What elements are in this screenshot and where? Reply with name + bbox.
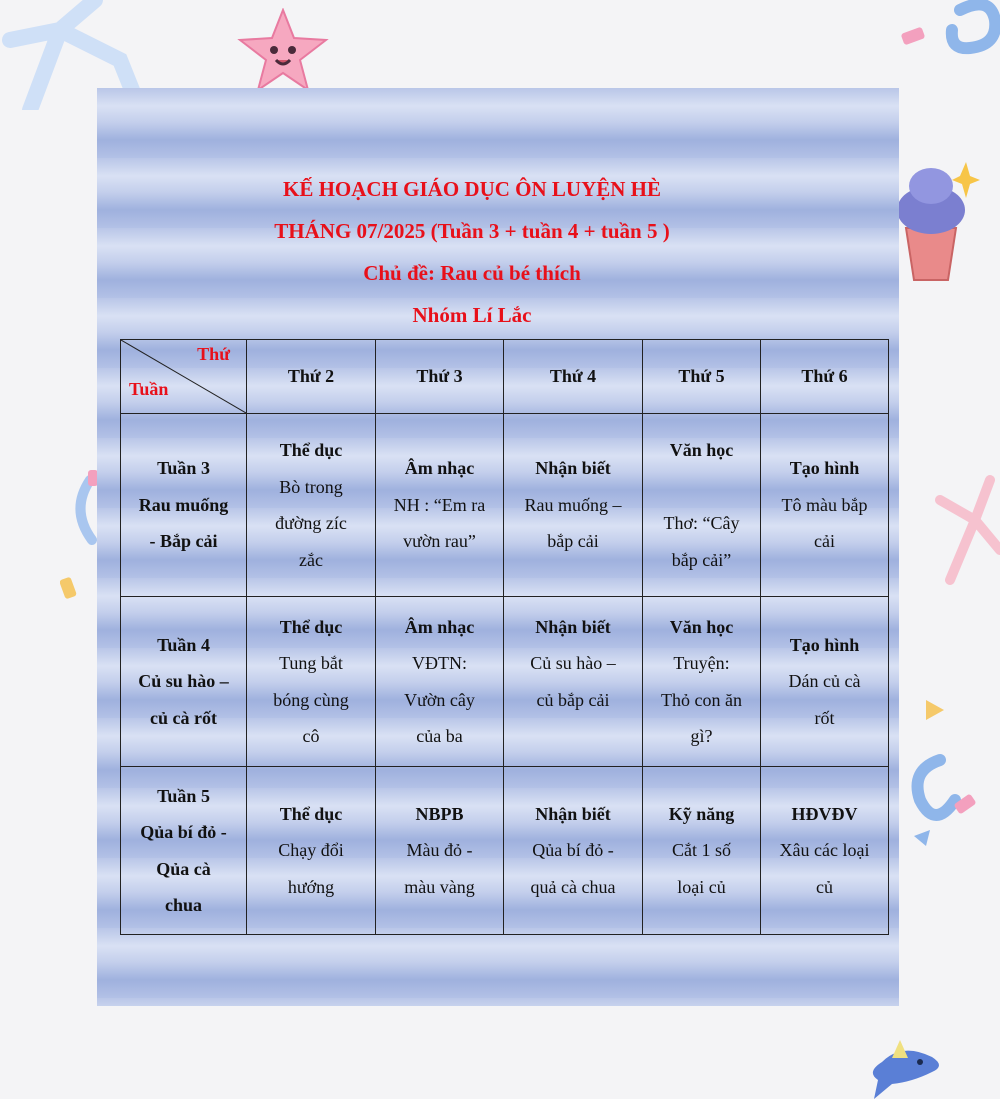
activity-line: VĐTN:: [412, 653, 467, 673]
header-row: [121, 340, 889, 414]
activity-line: rốt: [814, 707, 835, 728]
activity-line: đường zíc: [275, 513, 347, 533]
activity-cell: [376, 597, 504, 767]
star-character-icon: [236, 8, 330, 92]
activity-subject: Nhận biết: [535, 616, 611, 637]
table-row: [121, 767, 889, 935]
activity-line: bắp cải: [547, 531, 599, 552]
day-header: Thứ 6: [761, 340, 889, 414]
activity-cell: [247, 597, 376, 767]
activity-subject: Nhận biết: [535, 458, 611, 479]
cupcake-icon: [896, 158, 980, 284]
activity-subject: Văn học: [669, 616, 734, 637]
activity-line: Vườn cây: [404, 689, 475, 710]
day-header: Thứ 4: [504, 340, 643, 414]
activity-subject: Thể dục: [279, 803, 343, 824]
week-cell: [121, 414, 247, 597]
table-row: [121, 597, 889, 767]
week-cell: [121, 597, 247, 767]
week-line: củ cà rốt: [150, 707, 217, 728]
activity-line: Tung bắt: [279, 653, 343, 673]
activity-line: Thơ: “Cây: [663, 513, 740, 533]
activity-line: Cắt 1 số: [671, 840, 731, 861]
activity-cell: [643, 414, 761, 597]
activity-subject: Văn học: [669, 440, 734, 460]
day-header: Thứ 3: [376, 340, 504, 414]
week-line: Qủa bí đỏ -: [140, 822, 227, 842]
activity-cell: [247, 767, 376, 935]
activity-line: Chạy đổi: [278, 840, 344, 861]
activity-subject: Kỹ năng: [668, 803, 735, 824]
activity-line: zắc: [299, 549, 323, 570]
activity-subject: Nhận biết: [535, 803, 611, 824]
activity-line: gì?: [690, 726, 713, 746]
activity-subject: Tạo hình: [789, 458, 860, 479]
title-line-4: Nhóm Lí Lắc: [412, 303, 532, 327]
week-cell: [121, 767, 247, 935]
day-header: Thứ 2: [247, 340, 376, 414]
activity-line: vườn rau”: [403, 531, 476, 552]
activity-line: hướng: [287, 876, 335, 897]
activity-cell: [504, 767, 643, 935]
activity-subject: NBPB: [415, 803, 464, 824]
activity-line: củ: [816, 876, 833, 897]
activity-line: Truyện:: [673, 653, 730, 673]
activity-subject: Thể dục: [279, 616, 343, 637]
corner-day-label: Thứ: [197, 344, 230, 364]
activity-line: bắp cải”: [671, 549, 732, 570]
activity-line: Tô màu bắp: [781, 494, 868, 515]
activity-line: bóng cùng: [273, 689, 349, 710]
activity-line: Thỏ con ăn: [661, 689, 742, 710]
dolphin-icon: [862, 1032, 946, 1099]
week-line: Tuần 5: [157, 785, 210, 806]
week-line: Rau muống: [138, 494, 229, 515]
activity-line: màu vàng: [404, 876, 475, 897]
title-line-3: Chủ đề: Rau củ bé thích: [363, 261, 581, 285]
activity-cell: [376, 767, 504, 935]
activity-line: NH : “Em ra: [393, 494, 486, 515]
activity-line: của ba: [416, 726, 463, 746]
activity-line: cải: [814, 531, 835, 552]
activity-line: quả cà chua: [530, 876, 616, 897]
title-line-1: KẾ HOẠCH GIÁO DỤC ÔN LUYỆN HÈ: [282, 177, 662, 201]
activity-cell: [643, 767, 761, 935]
activity-line: Củ su hào –: [530, 653, 616, 673]
activity-line: Rau muống –: [524, 494, 622, 515]
activity-line: củ bắp cải: [536, 689, 610, 710]
right-swirl-icon: [900, 740, 1000, 850]
activity-line: loại củ: [677, 876, 726, 897]
top-right-swirl-icon: [900, 0, 1000, 60]
week-line: Tuần 3: [157, 458, 210, 479]
table-row: [121, 414, 889, 597]
week-line: Củ su hào –: [138, 671, 229, 692]
pink-star-outline-icon: [930, 470, 1000, 590]
corner-cell: [121, 340, 247, 414]
activity-line: [647, 469, 756, 506]
activity-line: Xâu các loại: [779, 840, 870, 861]
activity-subject: Thể dục: [279, 440, 343, 460]
activity-line: Bò trong: [279, 476, 343, 497]
week-line: - Bắp cải: [149, 531, 218, 552]
activity-cell: [376, 414, 504, 597]
week-line: chua: [164, 895, 202, 915]
activity-cell: [504, 414, 643, 597]
title-line-2: THÁNG 07/2025 (Tuần 3 + tuần 4 + tuần 5 ): [274, 219, 670, 243]
activity-cell: [504, 597, 643, 767]
left-confetti-icon: [60, 470, 100, 610]
schedule-table: [120, 339, 889, 935]
activity-cell: [761, 414, 889, 597]
activity-line: Qủa bí đỏ -: [532, 840, 614, 861]
activity-line: cô: [302, 726, 320, 746]
activity-cell: [761, 767, 889, 935]
day-header: Thứ 5: [643, 340, 761, 414]
activity-subject: Âm nhạc: [404, 458, 475, 479]
activity-line: [508, 718, 638, 755]
activity-cell: [761, 597, 889, 767]
activity-subject: Âm nhạc: [404, 616, 475, 637]
week-line: Tuần 4: [157, 634, 210, 655]
activity-cell: [643, 597, 761, 767]
activity-cell: [247, 414, 376, 597]
activity-subject: HĐVĐV: [791, 803, 858, 824]
activity-line: Dán củ cà: [788, 671, 861, 692]
activity-subject: Tạo hình: [789, 634, 860, 655]
triangle-confetti-icon: [926, 700, 946, 720]
plan-title: [97, 168, 847, 336]
week-line: Qủa cà: [156, 858, 211, 879]
activity-line: Màu đỏ -: [406, 840, 473, 861]
corner-week-label: Tuần: [129, 379, 169, 399]
